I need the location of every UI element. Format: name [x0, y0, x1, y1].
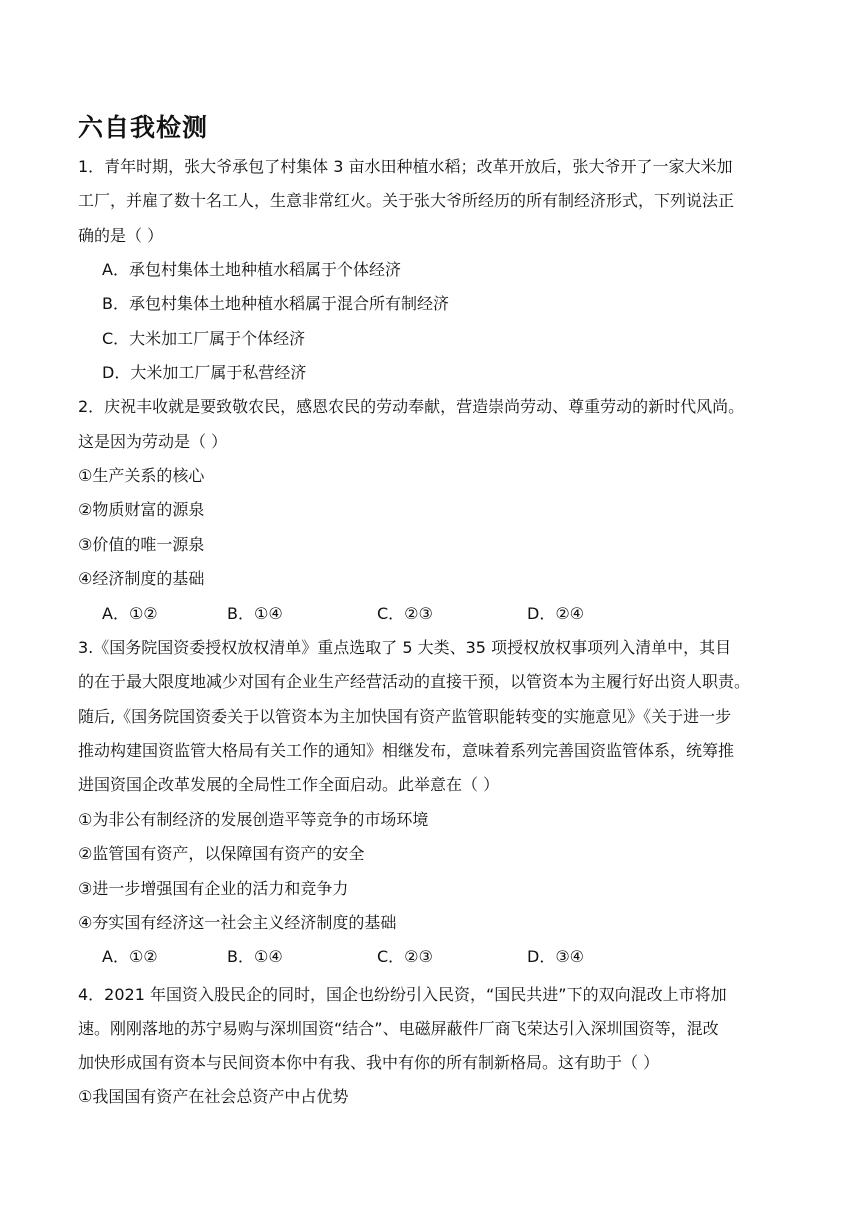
- q2-stem-line-2: 这是因为劳动是（ ）: [78, 432, 228, 451]
- q4-item-1: ①我国国有资产在社会总资产中占优势: [78, 1087, 349, 1106]
- q3-stem-line-1: 3.《国务院国资委授权放权清单》重点选取了 5 大类、35 项授权放权事项列入清单中，其目: [78, 638, 732, 657]
- q3-stem-line-4: 推动构建国资监管大格局有关工作的通知》相继发布，意味着系列完善国资监管体系，统筹推: [78, 741, 735, 760]
- q3-choice-b: B．①④: [227, 947, 283, 966]
- q4-stem-line-1: 4．2021 年国资入股民企的同时，国企也纷纷引入民资，“国民共进”下的双向混改上市将加: [78, 985, 727, 1004]
- q3-item-2: ②监管国有资产，以保障国有资产的安全: [78, 844, 365, 863]
- q1-stem-line-2: 工厂，并雇了数十名工人，生意非常红火。关于张大爷所经历的所有制经济形式，下列说法正: [78, 191, 735, 210]
- q2-item-2: ②物质财富的源泉: [78, 500, 205, 519]
- q3-choice-d: D．③④: [527, 947, 585, 966]
- section-title: 六自我检测: [78, 113, 209, 142]
- q3-stem-line-2: 的在于最大限度地减少对国有企业生产经营活动的直接干预，以管资本为主履行好出资人职责。: [78, 672, 751, 691]
- q3-stem-line-5: 进国资国企改革发展的全局性工作全面启动。此举意在（ ）: [78, 775, 500, 794]
- q1-option-c: C．大米加工厂属于个体经济: [102, 329, 306, 348]
- q1-option-b: B．承包村集体土地种植水稻属于混合所有制经济: [102, 294, 449, 313]
- q1-option-a: A．承包村集体土地种植水稻属于个体经济: [102, 260, 401, 279]
- q1-option-d: D．大米加工厂属于私营经济: [102, 363, 307, 382]
- q2-choice-a: A．①②: [102, 604, 158, 623]
- q1-stem-line-1: 1．青年时期，张大爷承包了村集体 3 亩水田种植水稻；改革开放后，张大爷开了一家大米加: [78, 157, 733, 176]
- q3-item-3: ③进一步增强国有企业的活力和竞争力: [78, 879, 349, 898]
- q2-item-1: ①生产关系的核心: [78, 466, 205, 485]
- q3-stem-line-3: 随后,《国务院国资委关于以管资本为主加快国有资产监管职能转变的实施意见》《关于进一步: [78, 707, 732, 726]
- q2-item-4: ④经济制度的基础: [78, 569, 205, 588]
- q4-stem-line-3: 加快形成国有资本与民间资本你中有我、我中有你的所有制新格局。这有助于（ ）: [78, 1053, 660, 1072]
- q2-choice-d: D．②④: [527, 604, 585, 623]
- q2-item-3: ③价值的唯一源泉: [78, 535, 205, 554]
- q3-item-4: ④夯实国有经济这一社会主义经济制度的基础: [78, 913, 397, 932]
- q3-choice-c: C．②③: [377, 947, 433, 966]
- q2-choice-c: C．②③: [377, 604, 433, 623]
- q3-choice-a: A．①②: [102, 947, 158, 966]
- q1-stem-line-3: 确的是（ ）: [78, 226, 164, 245]
- q2-stem-line-1: 2．庆祝丰收就是要致敬农民，感恩农民的劳动奉献，营造崇尚劳动、尊重劳动的新时代风尚。: [78, 397, 745, 416]
- q2-choice-b: B．①④: [227, 604, 283, 623]
- q4-stem-line-2: 速。刚刚落地的苏宁易购与深圳国资“结合”、电磁屏蔽件厂商飞荣达引入深圳国资等，混改: [78, 1019, 719, 1038]
- q3-item-1: ①为非公有制经济的发展创造平等竞争的市场环境: [78, 810, 429, 829]
